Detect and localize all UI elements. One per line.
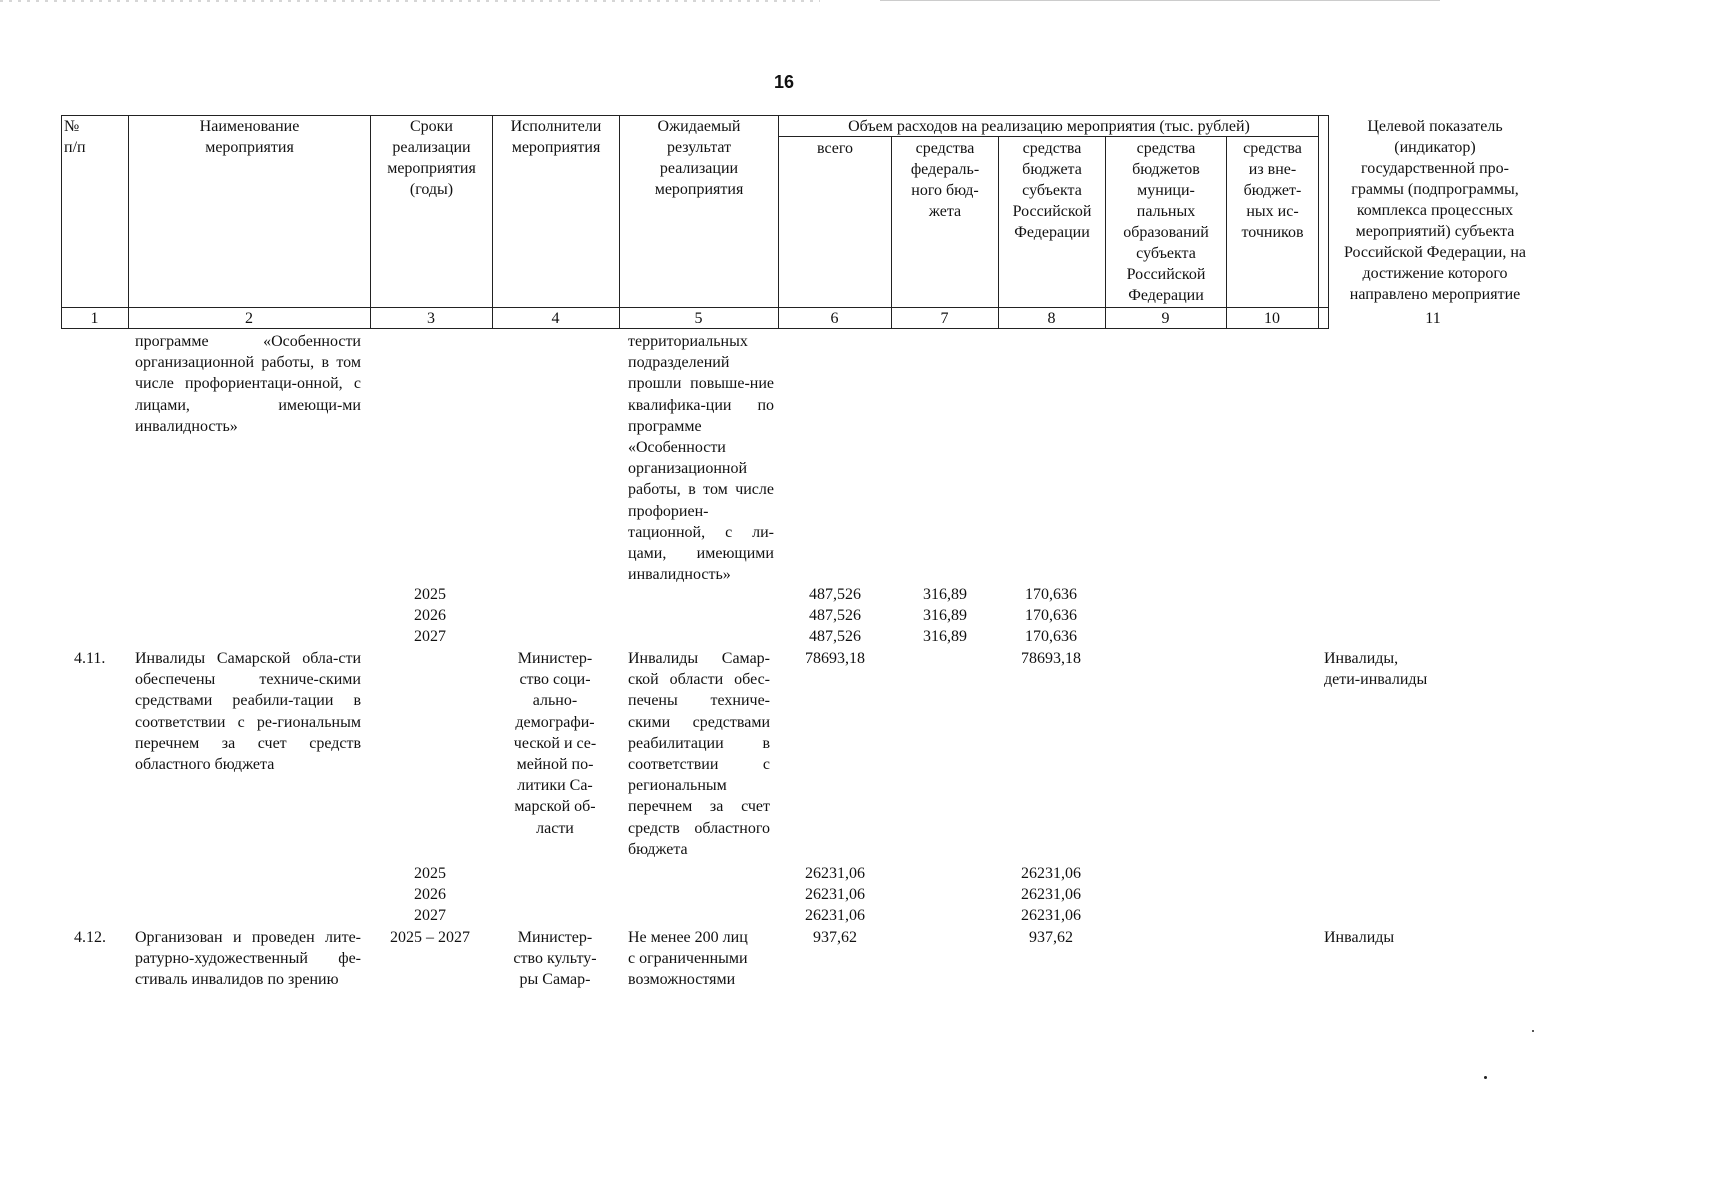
row-4-11-executor: Министер- ство соци- ально- демографи- ческой и се- мейной по- литики Са- марской об- ласти: [513, 650, 597, 837]
col-border: [61, 115, 62, 329]
header-federal: средства федераль- ного бюд- жета: [910, 140, 980, 220]
colnum-9: 9: [1161, 310, 1170, 327]
scan-speck: [1484, 1076, 1487, 1079]
cont-name: программе «Особенности организационной работы, в том числе профориентаци-онной, с лицами, имеющи-ми инвалидность»: [135, 333, 361, 435]
header-result: Ожидаемый результат реализации мероприятия: [654, 118, 744, 198]
scan-speck: [1532, 1030, 1534, 1032]
cont-total: 487,526 487,526 487,526: [809, 586, 861, 646]
row-4-12-result: Не менее 200 лиц с ограниченными возможностями: [628, 929, 748, 989]
row-4-12-name: Организован и проведен лите-ратурно-художественный фе-стиваль инвалидов по зрению: [135, 929, 361, 989]
colnum-2: 2: [245, 310, 253, 327]
row-4-12-target: Инвалиды: [1324, 929, 1395, 946]
row-4-11-name: Инвалиды Самарской обла-сти обеспечены техниче-скими средствами реабили-тации в соответствии с ре-гиональным перечнем за счет средств областного бюджета: [135, 650, 361, 774]
row-4-11-target: Инвалиды, дети-инвалиды: [1324, 650, 1428, 689]
row-4-11-number: 4.11.: [74, 650, 106, 667]
colnum-5: 5: [694, 310, 703, 327]
row-4-12-period: 2025 – 2027: [390, 929, 470, 946]
row-4-11-total: 78693,18: [805, 650, 865, 667]
colnum-6: 6: [830, 310, 839, 327]
row-4-11-years: 2025 2026 2027: [414, 865, 446, 925]
colnum-10: 10: [1264, 310, 1280, 327]
page-number: 16: [773, 72, 795, 92]
header-extrabudgetary: средства из вне- бюджет- ных ис- точников: [1241, 140, 1304, 241]
colnum-1: 1: [90, 310, 99, 327]
row-4-11-regional: 78693,18: [1021, 650, 1081, 667]
cont-federal: 316,89 316,89 316,89: [923, 586, 967, 646]
header-target-indicator: Целевой показатель (индикатор) государственной про- граммы (подпрограммы, комплекса процессных мероприятий) субъекта Российской Федерации, на достижение которого направлено мероприятие: [1343, 118, 1527, 303]
table-header: [0, 0, 1568, 340]
row-4-11-result: Инвалиды Самар-ской области обес-печены техниче-скими средствами реабилитации в соответствии с региональным перечнем за счет средств областного бюджета: [628, 650, 770, 858]
header-period: Сроки реализации мероприятия (годы): [387, 118, 476, 198]
colnum-3: 3: [427, 310, 435, 327]
row-4-12-regional: 937,62: [1029, 929, 1073, 946]
colnum-7: 7: [940, 310, 949, 327]
header-number: № п/п: [64, 118, 86, 156]
header-name: Наименование мероприятия: [199, 118, 300, 156]
colnum-11: 11: [1425, 310, 1441, 327]
colnum-4: 4: [551, 310, 560, 327]
cont-years: 2025 2026 2027: [414, 586, 446, 646]
header-regional: средства бюджета субъекта Российской Федерации: [1012, 140, 1092, 241]
cont-regional: 170,636 170,636 170,636: [1025, 586, 1077, 646]
row-4-12-number: 4.12.: [74, 929, 106, 946]
header-executor: Исполнители мероприятия: [510, 118, 602, 156]
row-4-11-years-regional: 26231,06 26231,06 26231,06: [1021, 865, 1081, 925]
cont-result: территориальных подразделений прошли повыше-ние квалифика-ции по программе «Особенности организационной работы, в том числе профориен-тационной, с ли-цами, имеющими инвалидность»: [628, 333, 774, 584]
colnum-8: 8: [1047, 310, 1056, 327]
row-4-11-years-total: 26231,06 26231,06 26231,06: [805, 865, 865, 925]
row-4-12-executor: Министер- ство культу- ры Самар-: [513, 929, 597, 989]
header-expense-group: Объем расходов на реализацию мероприятия (тыс. рублей): [848, 118, 1250, 135]
header-total: всего: [816, 140, 854, 157]
row-4-12-total: 937,62: [813, 929, 857, 946]
header-municipal: средства бюджетов муници- пальных образований субъекта Российской Федерации: [1123, 140, 1209, 304]
